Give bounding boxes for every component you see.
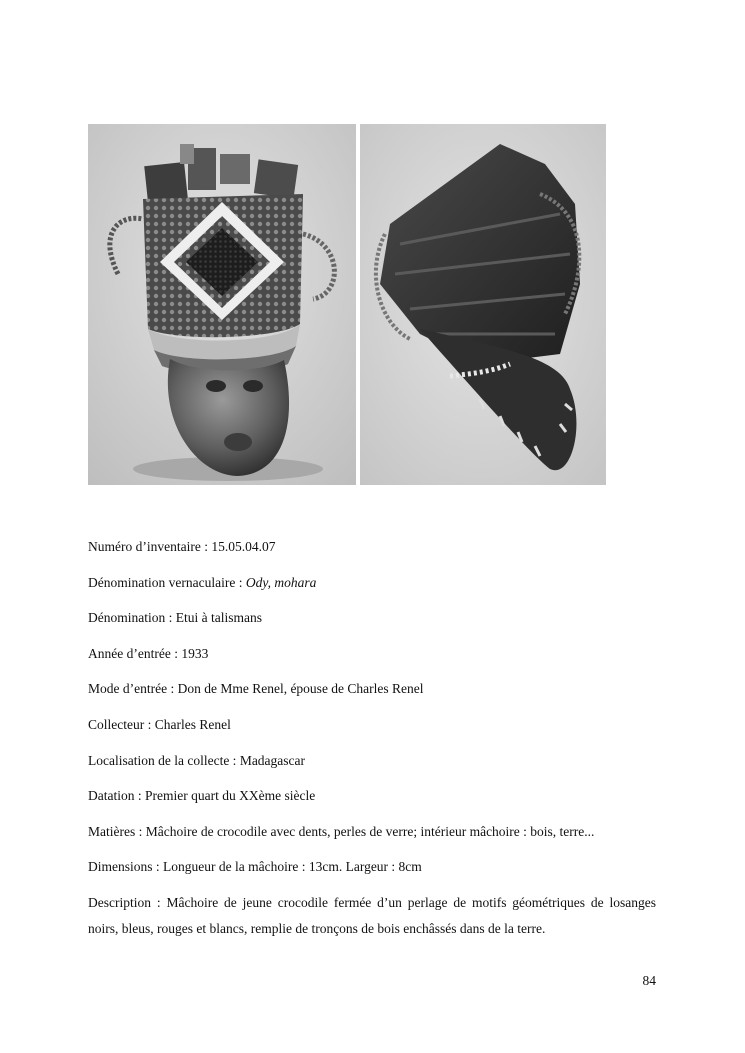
- field-label: Description :: [88, 894, 167, 910]
- field-label: Localisation de la collecte :: [88, 752, 240, 768]
- field-vernacular-name: [88, 574, 656, 592]
- field-value: 1933: [181, 645, 209, 661]
- field-value: Etui à talismans: [175, 610, 262, 626]
- field-value: Ody, mohara: [245, 574, 317, 590]
- field-collection-location: [88, 752, 656, 770]
- field-description: [88, 890, 656, 942]
- field-value: Premier quart du XXème siècle: [145, 788, 316, 804]
- field-label: Collecteur :: [88, 716, 155, 732]
- field-label: Dénomination :: [88, 610, 176, 626]
- field-entry-mode: [88, 680, 656, 698]
- field-value: Mâchoire de jeune crocodile fermée d’un perlage de motifs géométriques de losanges noirs, bleus, rouges et blancs, remplie de tronçons de bois enchâssés dans de la terre.: [88, 894, 656, 936]
- field-label: Dimensions :: [88, 859, 164, 875]
- field-value: 15.05.04.07: [211, 539, 276, 554]
- field-label: Année d’entrée :: [88, 645, 182, 661]
- photo-left-drawing: [88, 124, 356, 485]
- field-value: Longueur de la mâchoire : 13cm. Largeur : 8cm: [163, 859, 422, 875]
- field-dating: [88, 787, 656, 805]
- field-label: Mode d’entrée :: [88, 681, 178, 697]
- photo-jaw-side-view: [360, 124, 606, 485]
- field-materials: [88, 823, 656, 841]
- field-label: Datation :: [88, 788, 145, 804]
- field-denomination: [88, 609, 656, 627]
- field-value: Madagascar: [239, 752, 306, 768]
- field-label: Numéro d’inventaire :: [88, 539, 212, 554]
- page-number: 84: [642, 973, 656, 988]
- photo-right-drawing: [360, 124, 606, 485]
- field-value: Charles Renel: [154, 716, 231, 732]
- field-label: Dénomination vernaculaire :: [88, 574, 246, 590]
- field-inventory-number: [88, 538, 656, 556]
- photo-beaded-jaw-front: [88, 124, 356, 485]
- field-value: Mâchoire de crocodile avec dents, perles de verre; intérieur mâchoire : bois, terre...: [145, 823, 595, 839]
- field-value: Don de Mme Renel, épouse de Charles Renel: [177, 681, 424, 697]
- field-entry-year: [88, 645, 656, 663]
- field-collector: [88, 716, 656, 734]
- field-label: Matières :: [88, 823, 146, 839]
- field-dimensions: [88, 858, 656, 876]
- catalogue-fields: [88, 538, 656, 960]
